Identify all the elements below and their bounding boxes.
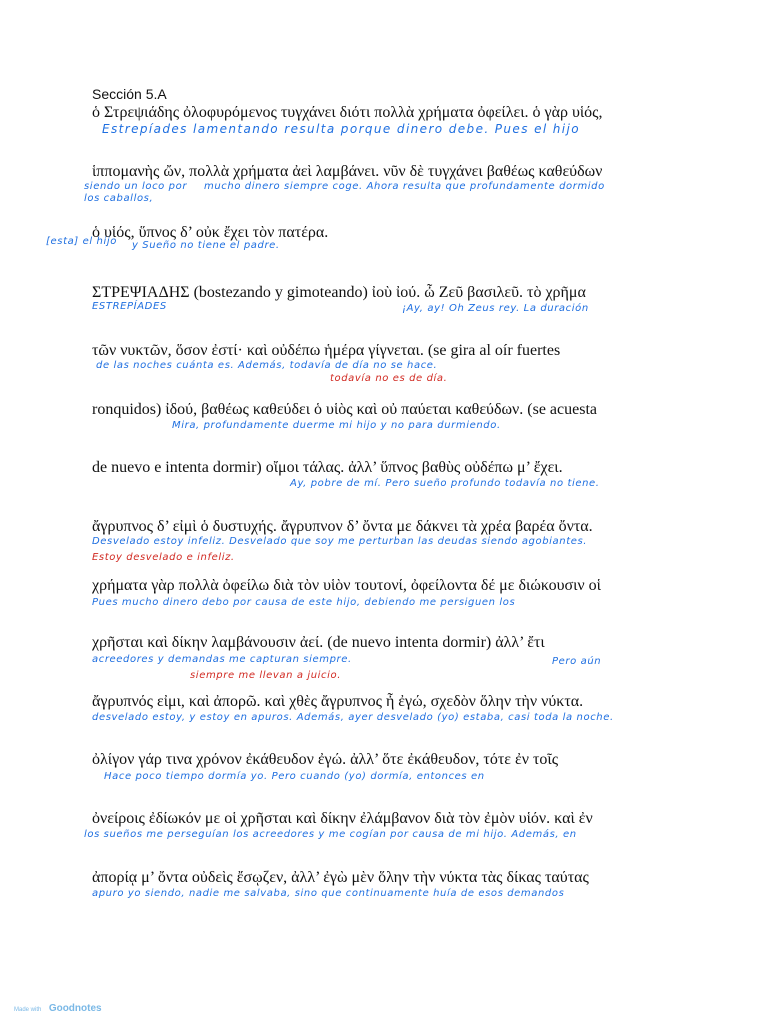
- greek-line-8: ἄγρυπνος δ’ εἰμὶ ὁ δυστυχής. ἄγρυπνον δ’ ὄντα με δάκνει τὰ χρέα βαρέα ὄντα.: [92, 518, 593, 535]
- greek-line-9: χρήματα γὰρ πολλὰ ὀφείλω διὰ τὸν υἱὸν τουτονί, ὀφείλοντα δέ με διώκουσιν οἱ: [92, 577, 601, 594]
- annotation-line-2b: los caballos,: [84, 193, 154, 204]
- greek-line-6: ronquidos) ἰδού, βαθέως καθεύδει ὁ υἱὸς καὶ οὐ παύεται καθεύδων. (se acuesta: [92, 401, 597, 418]
- annotation-line-4a: ESTREPÍADES: [92, 301, 167, 312]
- annotation-line-10a: acreedores y demandas me capturan siempre.: [92, 654, 352, 665]
- annotation-line-4b: ¡Ay, ay! Oh Zeus rey. La duración: [402, 303, 589, 314]
- greek-line-3: ὁ υἱός, ὕπνος δ’ οὐκ ἔχει τὸν πατέρα.: [92, 224, 329, 241]
- greek-line-1: ὁ Στρεψιάδης ὀλοφυρόμενος τυγχάνει διότι πολλὰ χρήματα ὀφείλει. ὁ γὰρ υἱός,: [92, 104, 603, 121]
- annotation-line-3a: [esta] el hijo: [46, 236, 117, 247]
- annotation-line-7: Ay, pobre de mí. Pero sueño profundo todavía no tiene.: [290, 478, 600, 489]
- goodnotes-watermark: [14, 998, 102, 1016]
- greek-line-12: ὀλίγον γάρ τινα χρόνον ἐκάθευδον ἐγώ. ἀλλ’ ὅτε ἐκάθευδον, τότε ἐν τοῖς: [92, 751, 559, 768]
- goodnotes-logo: Goodnotes: [48, 1003, 102, 1014]
- section-title: Sección 5.A: [92, 86, 167, 102]
- annotation-line-12: Hace poco tiempo dormía yo. Pero cuando (yo) dormía, entonces en: [104, 771, 485, 782]
- greek-line-7: de nuevo e intenta dormir) οἴμοι τάλας. ἀλλ’ ὕπνος βαθὺς οὐδέπω μ’ ἔχει.: [92, 459, 563, 476]
- annotation-line-2a: siendo un loco por: [84, 181, 188, 192]
- annotation-line-2c: mucho dinero siempre coge. Ahora resulta que profundamente dormido: [204, 181, 605, 192]
- made-with-label: Made with: [14, 1007, 42, 1013]
- greek-line-14: ἀπορίᾳ μ’ ὄντα οὐδεὶς ἔσῳζεν, ἀλλ’ ἐγὼ μὲν ὅλην τὴν νύκτα τὰς δίκας ταύτας: [92, 869, 589, 886]
- annotation-line-10b: Pero aún: [552, 656, 602, 667]
- greek-line-13: ὀνείροις ἐδίωκόν με οἱ χρῆσται καὶ δίκην ἐλάμβανον διὰ τὸν ἐμὸν υἱόν. καὶ ἐν: [92, 810, 593, 827]
- annotation-line-9: Pues mucho dinero debo por causa de este hijo, debiendo me persiguen los: [92, 597, 516, 608]
- greek-line-10: χρῆσται καὶ δίκην λαμβάνουσιν ἀεί. (de nuevo intenta dormir) ἀλλ’ ἔτι: [92, 634, 545, 651]
- annotation-line-14: apuro yo siendo, nadie me salvaba, sino que continuamente huía de esos demandos: [92, 888, 565, 899]
- greek-line-5: τῶν νυκτῶν, ὅσον ἐστί· καὶ οὐδέπω ἡμέρα γίγνεται. (se gira al oír fuertes: [92, 342, 561, 359]
- annotation-line-3b: y Sueño no tiene el padre.: [132, 240, 280, 251]
- annotation-line-10-red: siempre me llevan a juicio.: [190, 670, 341, 681]
- annotation-line-5: de las noches cuánta es. Además, todavía de día no se hace.: [96, 360, 438, 371]
- annotation-line-13: los sueños me perseguían los acreedores y me cogían por causa de mi hijo. Además, en: [84, 829, 577, 840]
- greek-line-2: ἱππομανὴς ὤν, πολλὰ χρήματα ἀεὶ λαμβάνει. νῦν δὲ τυγχάνει βαθέως καθεύδων: [92, 163, 603, 180]
- annotation-line-8: Desvelado estoy infeliz. Desvelado que soy me perturban las deudas siendo agobiantes.: [92, 536, 588, 547]
- greek-line-11: ἄγρυπνός εἰμι, καὶ ἀπορῶ. καὶ χθὲς ἄγρυπνος ἦ ἐγώ, σχεδὸν ὅλην τὴν νύκτα.: [92, 693, 584, 710]
- annotation-line-11: desvelado estoy, y estoy en apuros. Además, ayer desvelado (yo) estaba, casi toda la noche.: [92, 712, 614, 723]
- greek-line-4: ΣΤΡΕΨΙΑΔΗΣ (bostezando y gimoteando) ἰοὺ ἰού. ὦ Ζεῦ βασιλεῦ. τὸ χρῆμα: [92, 284, 586, 301]
- annotation-line-8-red: Estoy desvelado e infeliz.: [92, 552, 235, 563]
- annotation-line-1: Estrepíades lamentando resulta porque dinero debe. Pues el hijo: [102, 122, 581, 136]
- annotation-line-5-red: todavía no es de día.: [330, 373, 448, 384]
- annotation-line-6: Mira, profundamente duerme mi hijo y no para durmiendo.: [172, 420, 501, 431]
